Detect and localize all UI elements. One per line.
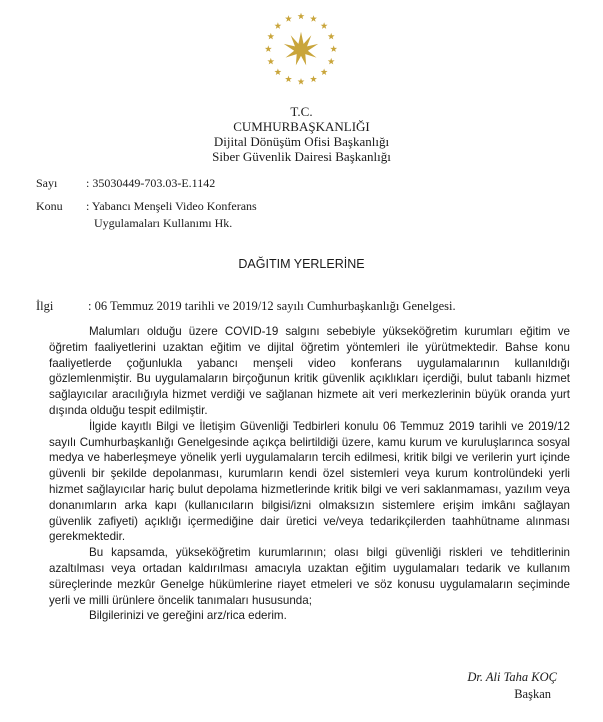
konu-label: Konu [36, 199, 63, 213]
konu-value: : Yabancı Menşeli Video Konferans [86, 199, 257, 213]
presidential-seal-emblem [258, 6, 344, 92]
ilgi-label: İlgi [36, 299, 54, 313]
paragraph-2: İlgide kayıtlı Bilgi ve İletişim Güvenliği Tedbirleri konulu 06 Temmuz 2019 tarihli ve 2019/12 sayılı Cumhurbaşkanlığı Genelgesinde açıkça belirtildiği üzere, kamu kurum ve kuruluşlarınca sosyal medya ve haberleşmeye yönelik yerli uygulamaların tercih edilmesi, kritik bilgi ve verilerin yurt içinde güvenli bir şekilde depolanması, kurumların kendi özel sistemleri veya kurum kontrolündeki yerli hizmet sağlayıcılar hariç bulut depolama hizmetlerinde kritik bilgi ve veri saklanmaması, yazılım veya donanımların arka kapı (kullanıcıların bilgisi/izni olmaksızın sistemlere erişim imkânı sağlayan güvenlik zafiyeti) açıklığı içermediğine dair üretici ve/veya tedarikçilerden taahhütname alınması gerekmektedir. [49, 419, 570, 544]
emblem-star [285, 15, 292, 22]
paragraph-4: Bilgilerinizi ve gereğini arz/rica ederim. [89, 609, 287, 623]
header-tc: T.C. [290, 104, 313, 119]
emblem-star [274, 68, 281, 75]
paragraph-3: Bu kapsamda, yükseköğretim kurumlarının; olası bilgi güvenliği riskleri ve tehditlerinin azaltılması veya ortadan kaldırılması amacıyla uzaktan eğitim uygulamaları tedarik ve kullanım süreçlerinde mezkûr Genelge hükümlerine riayet etmeleri ve söz konusu uygulamaların seçiminde yerli ve milli ürünlere öncelik tanımaları hususunda; [49, 546, 570, 607]
konu-value-continued: Uygulamaları Kullanımı Hk. [94, 216, 233, 230]
signature-title: Başkan [514, 687, 551, 701]
signature-name: Dr. Ali Taha KOÇ [467, 670, 557, 684]
distribution-heading: DAĞITIM YERLERİNE [238, 257, 365, 271]
paragraph-1: Malumları olduğu üzere COVID-19 salgını sebebiyle yükseköğretim kurumları eğitim ve öğretim faaliyetlerini uzaktan eğitim ve dijital öğretim yöntemleri ile yürütmektedir. Bahse konu faaliyetlerde çoğunlukla yabancı menşeli video konferans uygulamalarının kullanıldığı gözlemlenmiştir. Bu uygulamaların birçoğunun kritik güvenlik açıklıkları içerdiği, bulut tabanlı hizmet sağlayıcılar aracılığıyla hizmet verdiği ve sağlanan hizmete ait veri merkezlerinin büyük oranda yurt dışında olduğu tespit edilmiştir. [49, 325, 570, 417]
header-institution: CUMHURBAŞKANLIĞI [233, 119, 370, 134]
emblem-star [267, 33, 274, 40]
emblem-star [274, 22, 281, 29]
emblem-star [328, 33, 335, 40]
emblem-star [310, 15, 317, 22]
emblem-star [310, 76, 317, 83]
emblem-star [285, 76, 292, 83]
emblem-star [328, 58, 335, 65]
header-department: Siber Güvenlik Dairesi Başkanlığı [212, 149, 391, 164]
emblem-star [321, 68, 328, 75]
ilgi-row [36, 299, 456, 314]
emblem-star [265, 45, 272, 52]
header-office: Dijital Dönüşüm Ofisi Başkanlığı [213, 134, 390, 149]
emblem-star [298, 78, 305, 85]
emblem-star [321, 22, 328, 29]
sayi-row [36, 176, 215, 191]
sayi-value: : 35030449-703.03-E.1142 [86, 176, 216, 190]
letter-body [49, 324, 570, 624]
emblem-star [330, 45, 337, 52]
ilgi-value: : 06 Temmuz 2019 tarihli ve 2019/12 sayılı Cumhurbaşkanlığı Genelgesi. [88, 299, 456, 313]
emblem-star [298, 13, 305, 20]
emblem-star [267, 58, 274, 65]
konu-row [36, 199, 257, 214]
sayi-label: Sayı [36, 176, 58, 190]
